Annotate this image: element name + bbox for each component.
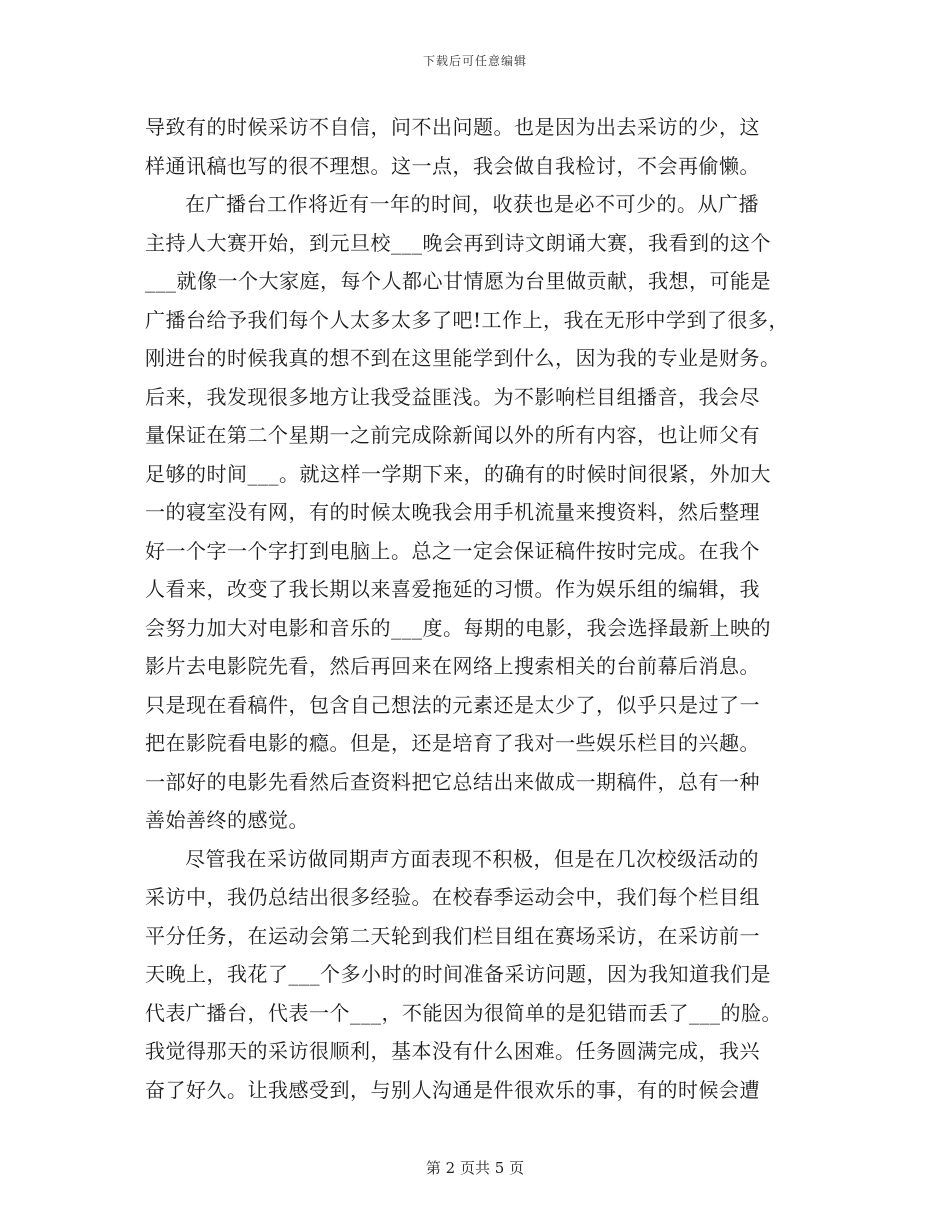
text-line: 采访中，我仍总结出很多经验。在校春季运动会中，我们每个栏目组 bbox=[145, 885, 760, 909]
text-line: 平分任务，在运动会第二天轮到我们栏目组在赛场采访，在采访前一 bbox=[145, 923, 760, 948]
text-line: 量保证在第二个星期一之前完成除新闻以外的所有内容，也让师父有 bbox=[145, 423, 760, 447]
text-line: 人看来，改变了我长期以来喜爱拖延的习惯。作为娱乐组的编辑，我 bbox=[145, 577, 760, 601]
text-line: 善始善终的感觉。 bbox=[145, 808, 309, 832]
text-line: 足够的时间___。就这样一学期下来，的确有的时候时间很紧，外加大 bbox=[145, 461, 771, 486]
text-line: 导致有的时候采访不自信，问不出问题。也是因为出去采访的少，这 bbox=[145, 115, 760, 139]
text-line: 刚进台的时候我真的想不到在这里能学到什么，因为我的专业是财务。 bbox=[145, 346, 781, 370]
text-line: 好一个字一个字打到电脑上。总之一定会保证稿件按时完成。在我个 bbox=[145, 538, 760, 563]
paragraph-start-line: 在广播台工作将近有一年的时间，收获也是必不可少的。从广播 bbox=[185, 192, 759, 216]
text-line: 代表广播台，代表一个___，不能因为很简单的是犯错而丢了___的脸。 bbox=[145, 1000, 782, 1025]
text-line: 天晚上，我花了___个多小时的时间准备采访问题，因为我知道我们是 bbox=[145, 962, 771, 986]
text-line: 一的寝室没有网，有的时候太晚我会用手机流量来搜资料，然后整理 bbox=[145, 500, 760, 524]
text-line: 后来，我发现很多地方让我受益匪浅。为不影响栏目组播音，我会尽 bbox=[145, 384, 760, 409]
text-line: ___就像一个大家庭，每个人都心甘情愿为台里做贡献，我想，可能是 bbox=[145, 269, 771, 293]
text-line: 主持人大赛开始，到元旦校___晚会再到诗文朗诵大赛，我看到的这个 bbox=[145, 230, 771, 255]
text-line: 影片去电影院先看，然后再回来在网络上搜索相关的台前幕后消息。 bbox=[145, 654, 760, 678]
text-line: 奋了好久。让我感受到，与别人沟通是件很欢乐的事，有的时候会遭 bbox=[145, 1077, 760, 1102]
text-line: 广播台给予我们每个人太多太多了吧!工作上，我在无形中学到了很多， bbox=[145, 307, 790, 332]
document-body bbox=[145, 108, 815, 1109]
text-line: 我觉得那天的采访很顺利，基本没有什么困难。任务圆满完成，我兴 bbox=[145, 1039, 760, 1063]
paragraph-start-line: 尽管我在采访做同期声方面表现不积极，但是在几次校级活动的 bbox=[185, 846, 759, 871]
page-header: 下载后可任意编辑 bbox=[422, 54, 527, 68]
page-number-footer: 第 2 页共 5 页 bbox=[425, 1159, 525, 1177]
text-line: 只是现在看稿件，包含自己想法的元素还是太少了，似乎只是过了一 bbox=[145, 692, 760, 717]
text-line: 把在影院看电影的瘾。但是，还是培育了我对一些娱乐栏目的兴趣。 bbox=[145, 731, 760, 755]
text-line: 会努力加大对电影和音乐的___度。每期的电影，我会选择最新上映的 bbox=[145, 615, 771, 640]
text-line: 一部好的电影先看然后查资料把它总结出来做成一期稿件，总有一种 bbox=[145, 769, 760, 794]
text-line: 样通讯稿也写的很不理想。这一点，我会做自我检讨，不会再偷懒。 bbox=[145, 153, 760, 178]
